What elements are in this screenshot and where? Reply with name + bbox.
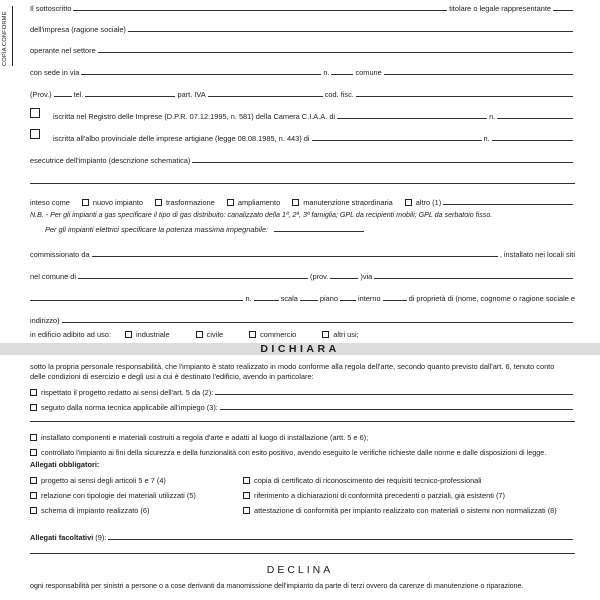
nel-comune-field[interactable]	[78, 277, 308, 279]
civile-checkbox[interactable]	[196, 331, 203, 338]
option-commercio[interactable]	[249, 331, 296, 338]
norma-tecnica-field[interactable]	[220, 408, 573, 410]
label-interno: interno	[358, 293, 381, 303]
label-prov: (Prov.)	[30, 89, 52, 99]
declina-title: DECLINA	[266, 564, 334, 576]
row-indirizzo-dettagli	[30, 292, 575, 302]
albo-field[interactable]	[312, 139, 482, 141]
allegato-riferimento[interactable]	[243, 492, 505, 499]
controllato-label: controllato l'impianto ai fini della sicurezza e della funzionalità con esito positivo, avendo eseguito le verifiche richieste dalle norme e dalle disposizioni di legge.	[41, 447, 547, 457]
sottoscritto-field[interactable]	[73, 9, 447, 11]
settore-field[interactable]	[98, 51, 573, 53]
label-registro-n: n.	[489, 111, 496, 121]
allegato-progetto-label: progetto ai sensi degli articoli 5 e 7 (4)	[41, 476, 166, 485]
ampliamento-checkbox[interactable]	[227, 199, 234, 206]
esecutrice-field-2[interactable]	[30, 183, 575, 184]
label-albo: iscritta all'albo provinciale delle imprese artigiane (legge 08.08.1985, n. 443) di	[53, 133, 310, 143]
row-albo	[53, 132, 575, 142]
label-sottoscritto: Il sottoscritto	[30, 3, 72, 13]
allegati-obbligatori-title: Allegati obbligatori:	[30, 460, 100, 469]
indirizzo-field[interactable]	[62, 321, 573, 323]
label-albo-n: n.	[483, 133, 490, 143]
tel-field[interactable]	[85, 95, 175, 97]
titolare-field[interactable]	[553, 9, 573, 11]
prov-field[interactable]	[54, 95, 72, 97]
allegato-progetto-checkbox[interactable]	[30, 477, 37, 484]
allegato-relazione-checkbox[interactable]	[30, 492, 37, 499]
indirizzo-pre-field[interactable]	[30, 299, 243, 301]
label-tel: tel.	[73, 89, 84, 99]
option-trasformazione[interactable]	[155, 199, 215, 206]
label-location-n: n.	[245, 293, 252, 303]
label-commissionato: commissionato da	[30, 249, 90, 259]
allegato-riferimento-checkbox[interactable]	[243, 492, 250, 499]
location-prov-field[interactable]	[330, 277, 358, 279]
copia-conforme-label	[3, 6, 13, 66]
option-altri-usi[interactable]	[322, 331, 358, 338]
progetto-rispettato-field[interactable]	[215, 393, 573, 395]
row-registro	[53, 110, 575, 120]
row-elettrici	[45, 223, 575, 233]
dichiara-heading	[0, 343, 600, 355]
copia-conforme-text: COPIA CONFORME	[2, 11, 8, 66]
label-indirizzo: indirizzo)	[30, 315, 60, 325]
location-via-field[interactable]	[374, 277, 573, 279]
manutenzione-label: manutenzione straordinaria	[303, 197, 393, 207]
allegato-attestazione-label: attestazione di conformità per impianto realizzato con materiali o sistemi non normalizzati (8)	[254, 506, 557, 515]
label-settore: operante nel settore	[30, 45, 96, 55]
row-esecutrice	[30, 154, 575, 164]
albo-n-field[interactable]	[492, 139, 573, 141]
row-componenti	[30, 431, 575, 441]
label-piano: piano	[319, 293, 338, 303]
altri-usi-checkbox[interactable]	[322, 331, 329, 338]
label-scala: scala	[280, 293, 298, 303]
civile-label: civile	[206, 329, 224, 339]
row-sottoscritto	[30, 2, 575, 12]
commissionato-field[interactable]	[92, 255, 498, 257]
label-impresa: dell'impresa (ragione sociale)	[30, 24, 126, 34]
label-location-prov: (prov.	[310, 271, 329, 281]
commercio-label: commercio	[260, 329, 297, 339]
via-field[interactable]	[81, 73, 321, 75]
option-ampliamento[interactable]	[227, 199, 280, 206]
label-registro: iscritta nel Registro delle Imprese (D.P.R. 07.12.1995, n. 581) della Camera C.I.A.A. di	[53, 111, 336, 121]
row-impresa	[30, 23, 575, 33]
numero-field[interactable]	[331, 73, 353, 75]
label-location-via: )via	[360, 271, 373, 281]
albo-checkbox[interactable]	[30, 129, 40, 139]
progetto-rispettato-label: rispettato il progetto redatto ai sensi dell'art. 5 da (2):	[41, 387, 214, 397]
label-piva: part. IVA	[177, 89, 206, 99]
piano-field[interactable]	[340, 299, 356, 301]
option-industriale[interactable]	[125, 331, 170, 338]
componenti-label: installato componenti e materiali costruiti a regola d'arte e adatti al luogo di installazione (artt. 5 e 6);	[41, 432, 369, 442]
scala-field[interactable]	[300, 299, 318, 301]
progetto-rispettato-checkbox[interactable]	[30, 389, 37, 396]
label-inteso: inteso come	[30, 197, 70, 207]
row-contatti	[30, 88, 575, 98]
option-altro[interactable]	[405, 199, 441, 206]
dichiara-intro-2: delle condizioni di esercizio e degli usi a cui è destinato l'edificio, avendo in particolare:	[30, 372, 314, 381]
allegato-attestazione-checkbox[interactable]	[243, 507, 250, 514]
norma-tecnica-label: seguito dalla norma tecnica applicabile all'impiego (3):	[41, 402, 218, 412]
commercio-checkbox[interactable]	[249, 331, 256, 338]
row-norma-tecnica	[30, 401, 575, 411]
elettrici-note: Per gli impianti elettrici specificare la potenza massima impegnabile:	[45, 224, 269, 234]
interno-field[interactable]	[383, 299, 407, 301]
nb-gas-note: N.B. - Per gli impianti a gas specificare il tipo di gas distribuito: canalizzato della 1ª, 2ª, 3ª famiglia; GPL da recipienti mobili; GPL da serbatoio fisso.	[30, 211, 493, 219]
allegati-facoltativi-field-2[interactable]	[30, 553, 575, 554]
allegati-facoltativi-field[interactable]	[108, 538, 573, 540]
allegato-certificato-label: copia di certificato di riconoscimento dei requisiti tecnico-professionali	[254, 476, 482, 485]
label-comune: comune	[355, 67, 382, 77]
declina-text: ogni responsabilità per sinistri a persone o a cose derivanti da manomissione dell'impianto da parte di terzi ovvero da carenze di manutenzione o riparazione.	[30, 582, 524, 590]
row-edificio	[30, 328, 575, 338]
row-controllato	[30, 446, 575, 456]
allegato-relazione-label: relazione con tipologie dei materiali utilizzati (5)	[41, 491, 196, 500]
allegato-certificato[interactable]	[243, 477, 482, 484]
codfisc-field[interactable]	[356, 95, 573, 97]
allegati-facoltativi-label: Allegati facoltativi	[30, 532, 94, 542]
controllato-checkbox[interactable]	[30, 449, 37, 456]
altro-field[interactable]	[443, 203, 573, 205]
label-edificio: in edificio adibito ad uso:	[30, 329, 111, 339]
potenza-field[interactable]	[274, 230, 364, 232]
allegati-facoltativi-note: (9):	[95, 532, 107, 542]
row-inteso	[30, 196, 575, 206]
norma-tecnica-checkbox[interactable]	[30, 404, 37, 411]
option-manutenzione[interactable]	[292, 199, 393, 206]
option-nuovo-impianto[interactable]	[82, 199, 143, 206]
label-installato: , installato nei locali siti	[499, 249, 575, 259]
label-numero: n.	[323, 67, 330, 77]
registro-checkbox[interactable]	[30, 108, 40, 118]
allegato-riferimento-label: riferimento a dichiarazioni di conformità precedenti o parziali, già esistenti (7)	[254, 491, 505, 500]
allegato-schema-checkbox[interactable]	[30, 507, 37, 514]
norma-tecnica-field-2[interactable]	[30, 421, 575, 422]
row-indirizzo	[30, 314, 575, 324]
industriale-label: industriale	[135, 329, 170, 339]
registro-n-field[interactable]	[497, 117, 573, 119]
row-comune	[30, 270, 575, 280]
allegato-schema-label: schema di impianto realizzato (6)	[41, 506, 150, 515]
row-commissionato	[30, 248, 575, 258]
altro-checkbox[interactable]	[405, 199, 412, 206]
option-civile[interactable]	[196, 331, 223, 338]
label-nel-comune: nel comune di	[30, 271, 77, 281]
row-progetto-rispettato	[30, 386, 575, 396]
allegato-progetto[interactable]	[30, 477, 166, 484]
impresa-field[interactable]	[128, 30, 573, 32]
trasformazione-checkbox[interactable]	[155, 199, 162, 206]
piva-field[interactable]	[208, 95, 323, 97]
label-sede: con sede in via	[30, 67, 80, 77]
manutenzione-checkbox[interactable]	[292, 199, 299, 206]
row-sede	[30, 66, 575, 76]
trasformazione-label: trasformazione	[165, 197, 215, 207]
allegato-relazione[interactable]	[30, 492, 196, 499]
label-titolare: titolare o legale rappresentante	[449, 3, 551, 13]
nuovo-impianto-checkbox[interactable]	[82, 199, 89, 206]
dichiara-title: DICHIARA	[260, 342, 340, 355]
nuovo-impianto-label: nuovo impianto	[92, 197, 143, 207]
esecutrice-field[interactable]	[192, 161, 573, 163]
allegato-schema[interactable]	[30, 507, 149, 514]
ampliamento-label: ampliamento	[237, 197, 281, 207]
industriale-checkbox[interactable]	[125, 331, 132, 338]
altri-usi-label: altri usi;	[333, 329, 359, 339]
registro-field[interactable]	[337, 117, 487, 119]
row-settore	[30, 44, 575, 54]
altro-label: altro (1)	[415, 197, 442, 207]
dichiara-intro-1: sotto la propria personale responsabilità, che l'impianto è stato realizzato in modo conforme alla regola dell'arte, secondo quanto previsto dall'art. 6, tenuto conto	[30, 362, 555, 371]
allegato-attestazione[interactable]	[243, 507, 557, 514]
allegato-certificato-checkbox[interactable]	[243, 477, 250, 484]
comune-field[interactable]	[384, 73, 573, 75]
label-codfisc: cod. fisc.	[324, 89, 354, 99]
location-n-field[interactable]	[254, 299, 279, 301]
label-proprieta: di proprietà di (nome, cognome o ragione sociale e	[408, 293, 575, 303]
row-allegati-facoltativi	[30, 531, 575, 541]
componenti-checkbox[interactable]	[30, 434, 37, 441]
label-esecutrice: esecutrice dell'impianto (descrizione schematica)	[30, 155, 191, 165]
